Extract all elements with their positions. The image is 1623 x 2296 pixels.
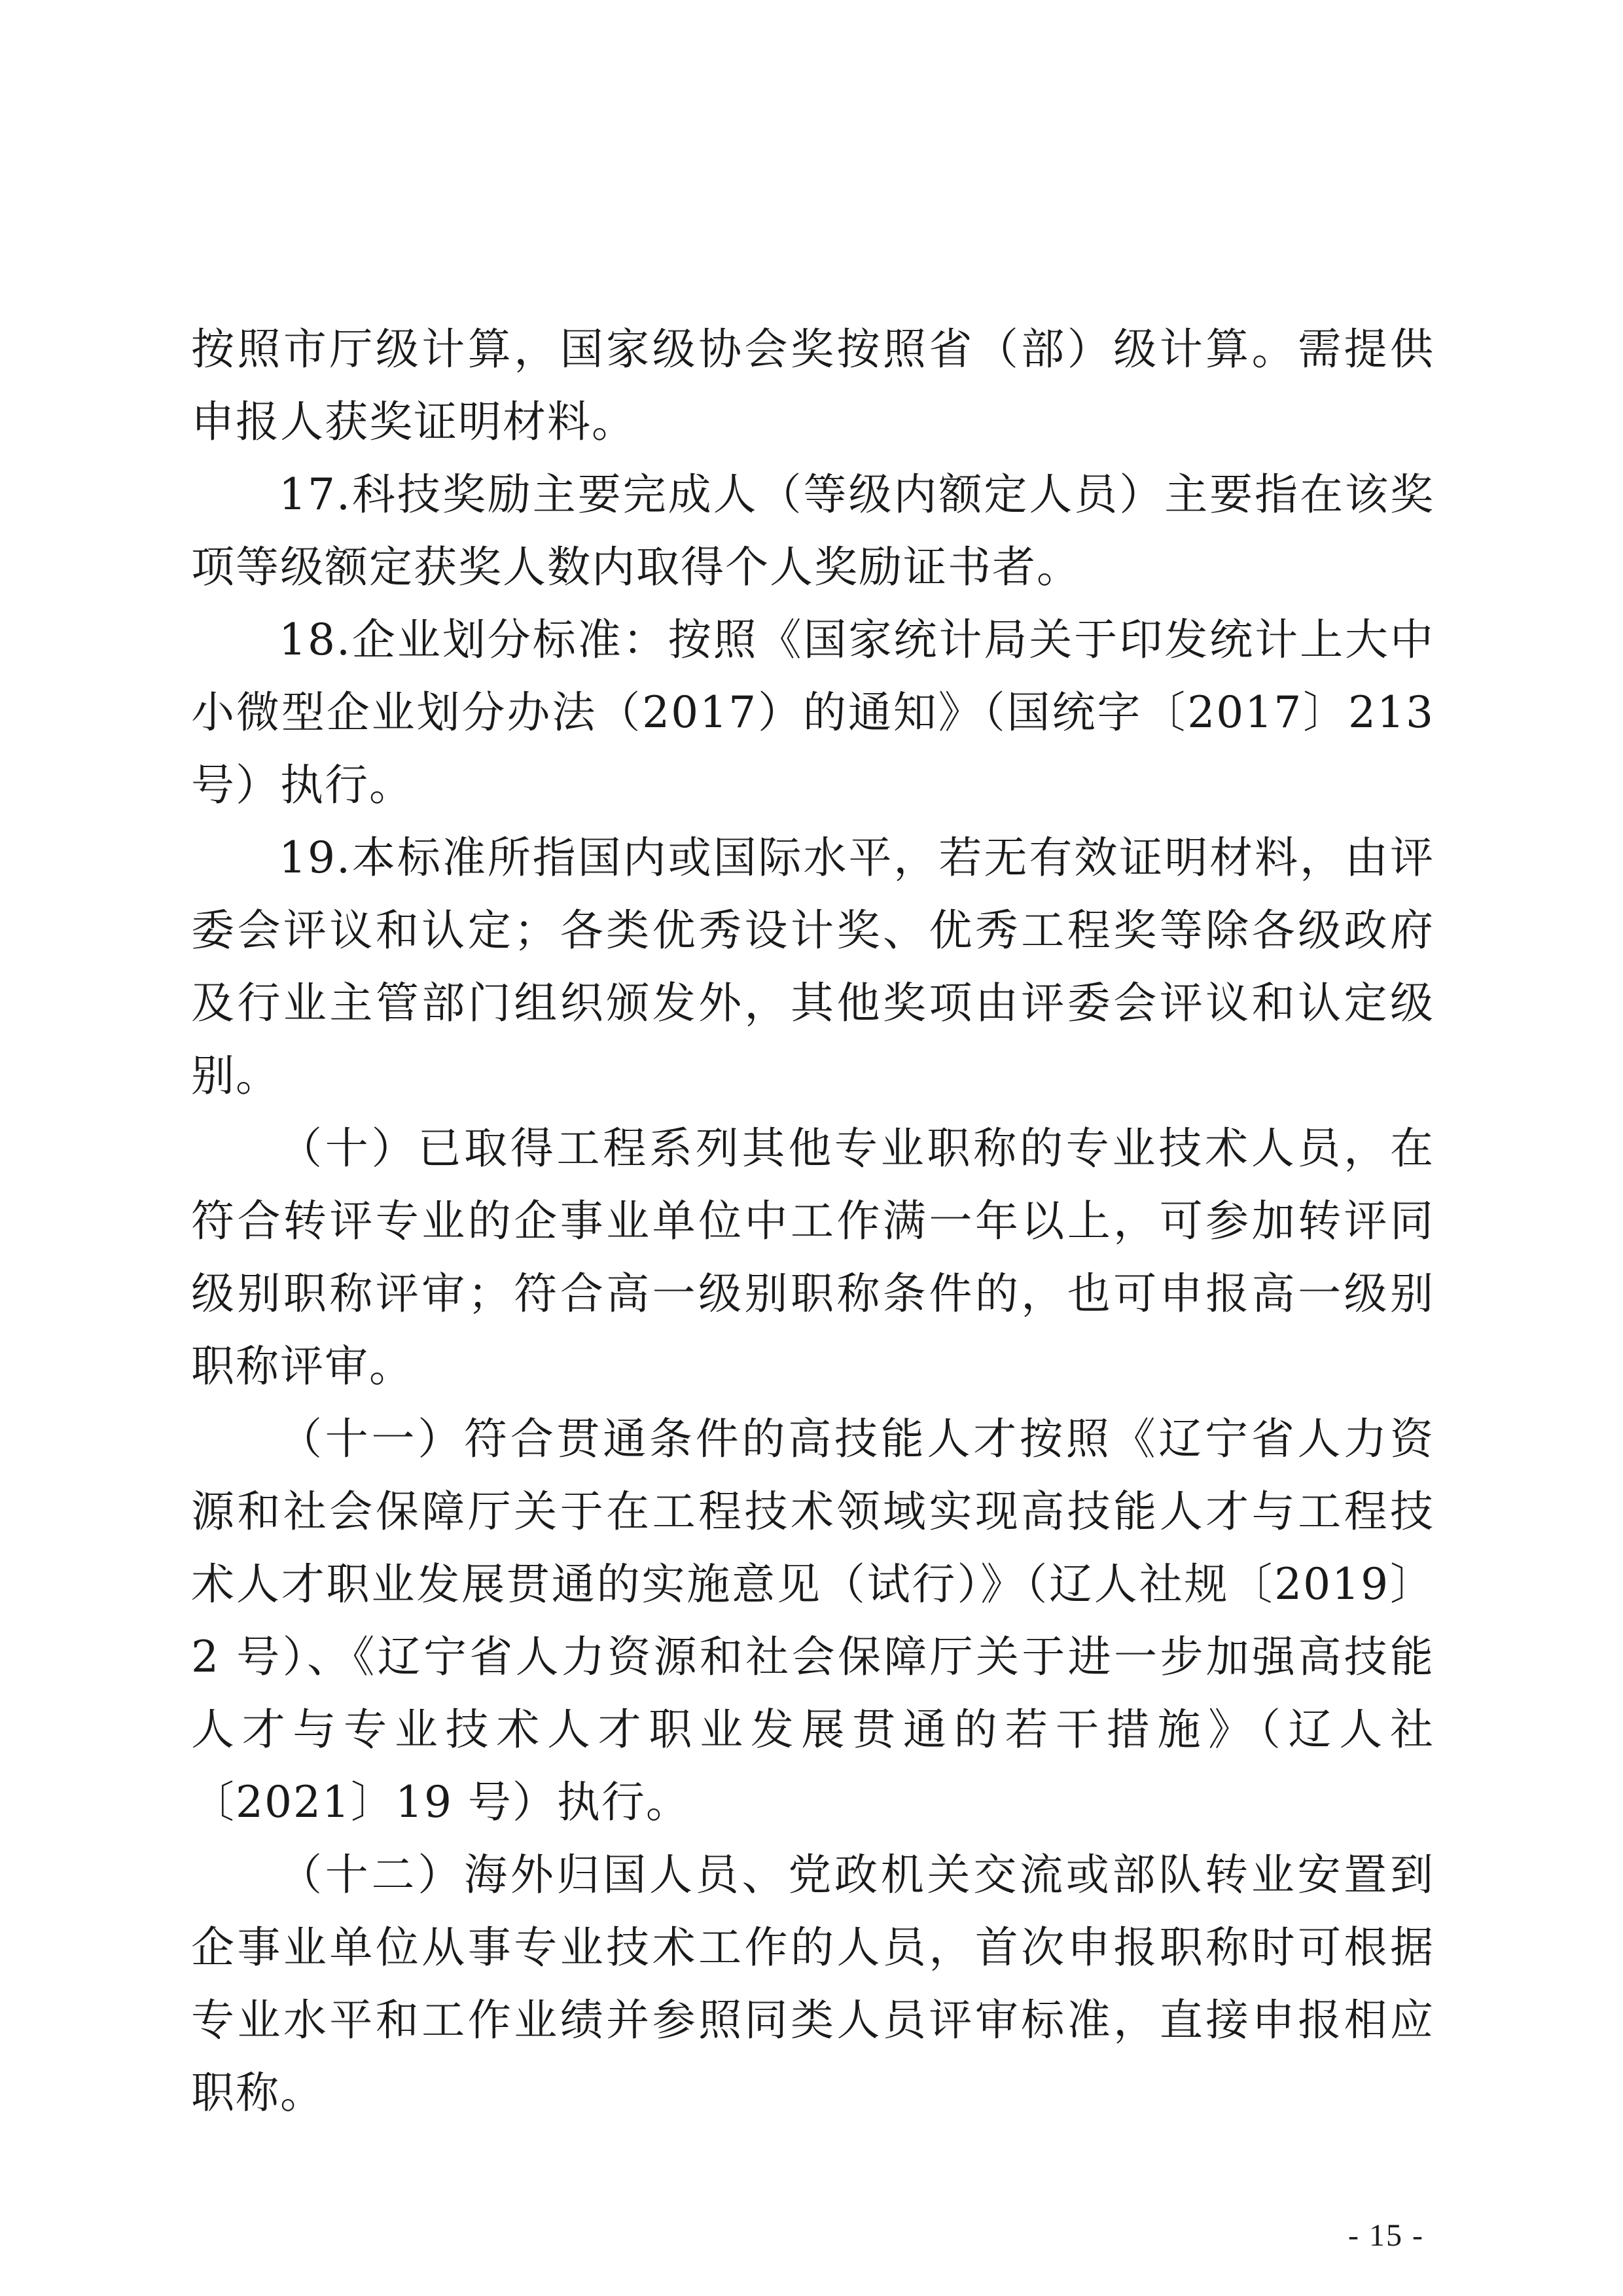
paragraph-award-calculation: 按照市厅级计算，国家级协会奖按照省（部）级计算。需提供申报人获奖证明材料。 [191,324,1435,447]
paragraph-item-17: 17.科技奖励主要完成人（等级内额定人员）主要指在该奖项等级额定获奖人数内取得个人奖励证书者。 [191,469,1435,592]
paragraph-section-10: （十）已取得工程系列其他专业职称的专业技术人员，在符合转评专业的企事业单位中工作满一年以上，可参加转评同级别职称评审；符合高一级别职称条件的，也可申报高一级别职称评审。 [191,1123,1435,1391]
page-number: - 15 - [1348,2218,1424,2253]
body-text [191,313,1435,2129]
paragraph-section-11: （十一）符合贯通条件的高技能人才按照《辽宁省人力资源和社会保障厅关于在工程技术领域实现高技能人才与工程技术人才职业发展贯通的实施意见（试行）》（辽人社规〔2019〕2 号）、《辽宁省人力资源和社会保障厅关于进一步加强高技能人才与专业技术人才职业发展贯通的若干措施》（辽人社〔2021〕19 号）执行。 [191,1414,1435,1827]
paragraph-item-18: 18.企业划分标准：按照《国家统计局关于印发统计上大中小微型企业划分办法（2017）的通知》（国统字〔2017〕213 号）执行。 [191,615,1435,810]
paragraph-section-12: （十二）海外归国人员、党政机关交流或部队转业安置到企事业单位从事专业技术工作的人员，首次申报职称时可根据专业水平和工作业绩并参照同类人员评审标准，直接申报相应职称。 [191,1850,1435,2118]
paragraph-item-19: 19.本标准所指国内或国际水平，若无有效证明材料，由评委会评议和认定；各类优秀设计奖、优秀工程奖等除各级政府及行业主管部门组织颁发外，其他奖项由评委会评议和认定级别。 [191,833,1435,1101]
